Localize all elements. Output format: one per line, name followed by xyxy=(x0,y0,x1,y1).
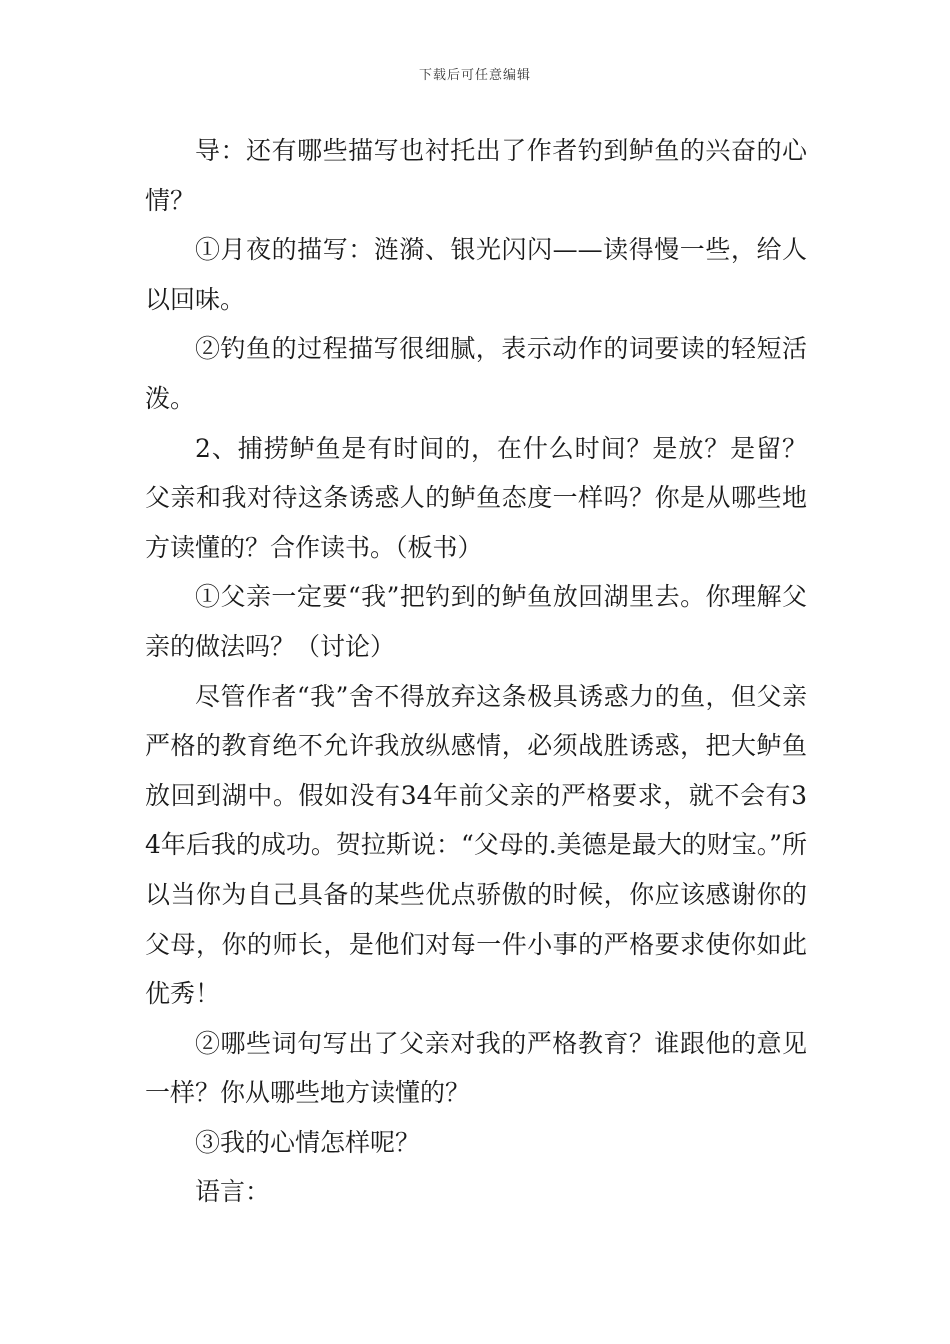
paragraph-strict-education: 尽管作者“我”舍不得放弃这条极具诱惑力的鱼，但父亲严格的教育绝不允许我放纵感情，必须战胜诱惑，把大鲈鱼放回到湖中。假如没有34年前父亲的严格要求，就不会有34年后我的成功。贺拉斯说：“父母的.美德是最大的财宝。”所以当你为自己具备的某些优点骄傲的时候，你应该感谢你的父母，你的师长，是他们对每一件小事的严格要求使你如此优秀！ xyxy=(145,681,807,1009)
paragraph-moon-night: ①月夜的描写：涟漪、银光闪闪——读得慢一些，给人以回味。 xyxy=(145,235,807,314)
paragraph-catch-time: 2、捕捞鲈鱼是有时间的，在什么时间？是放？是留？父亲和我对待这条诱惑人的鲈鱼态度一样吗？你是从哪些地方读懂的？合作读书。（板书） xyxy=(145,433,807,562)
paragraph-language: 语言： xyxy=(195,1177,271,1207)
document-body xyxy=(145,126,807,1217)
paragraph-guide-question: 导：还有哪些描写也衬托出了作者钓到鲈鱼的兴奋的心情？ xyxy=(145,136,807,215)
paragraph-my-mood: ③我的心情怎样呢？ xyxy=(195,1127,421,1157)
paragraph-words-question: ②哪些词句写出了父亲对我的严格教育？谁跟他的意见一样？你从哪些地方读懂的？ xyxy=(145,1028,807,1108)
paragraph-fishing-process: ②钓鱼的过程描写很细腻，表示动作的词要读的轻短活泼。 xyxy=(145,334,807,413)
page-header: 下载后可任意编辑 xyxy=(418,68,531,83)
paragraph-father-release: ①父亲一定要“我”把钓到的鲈鱼放回湖里去。你理解父亲的做法吗？（讨论） xyxy=(145,582,807,661)
